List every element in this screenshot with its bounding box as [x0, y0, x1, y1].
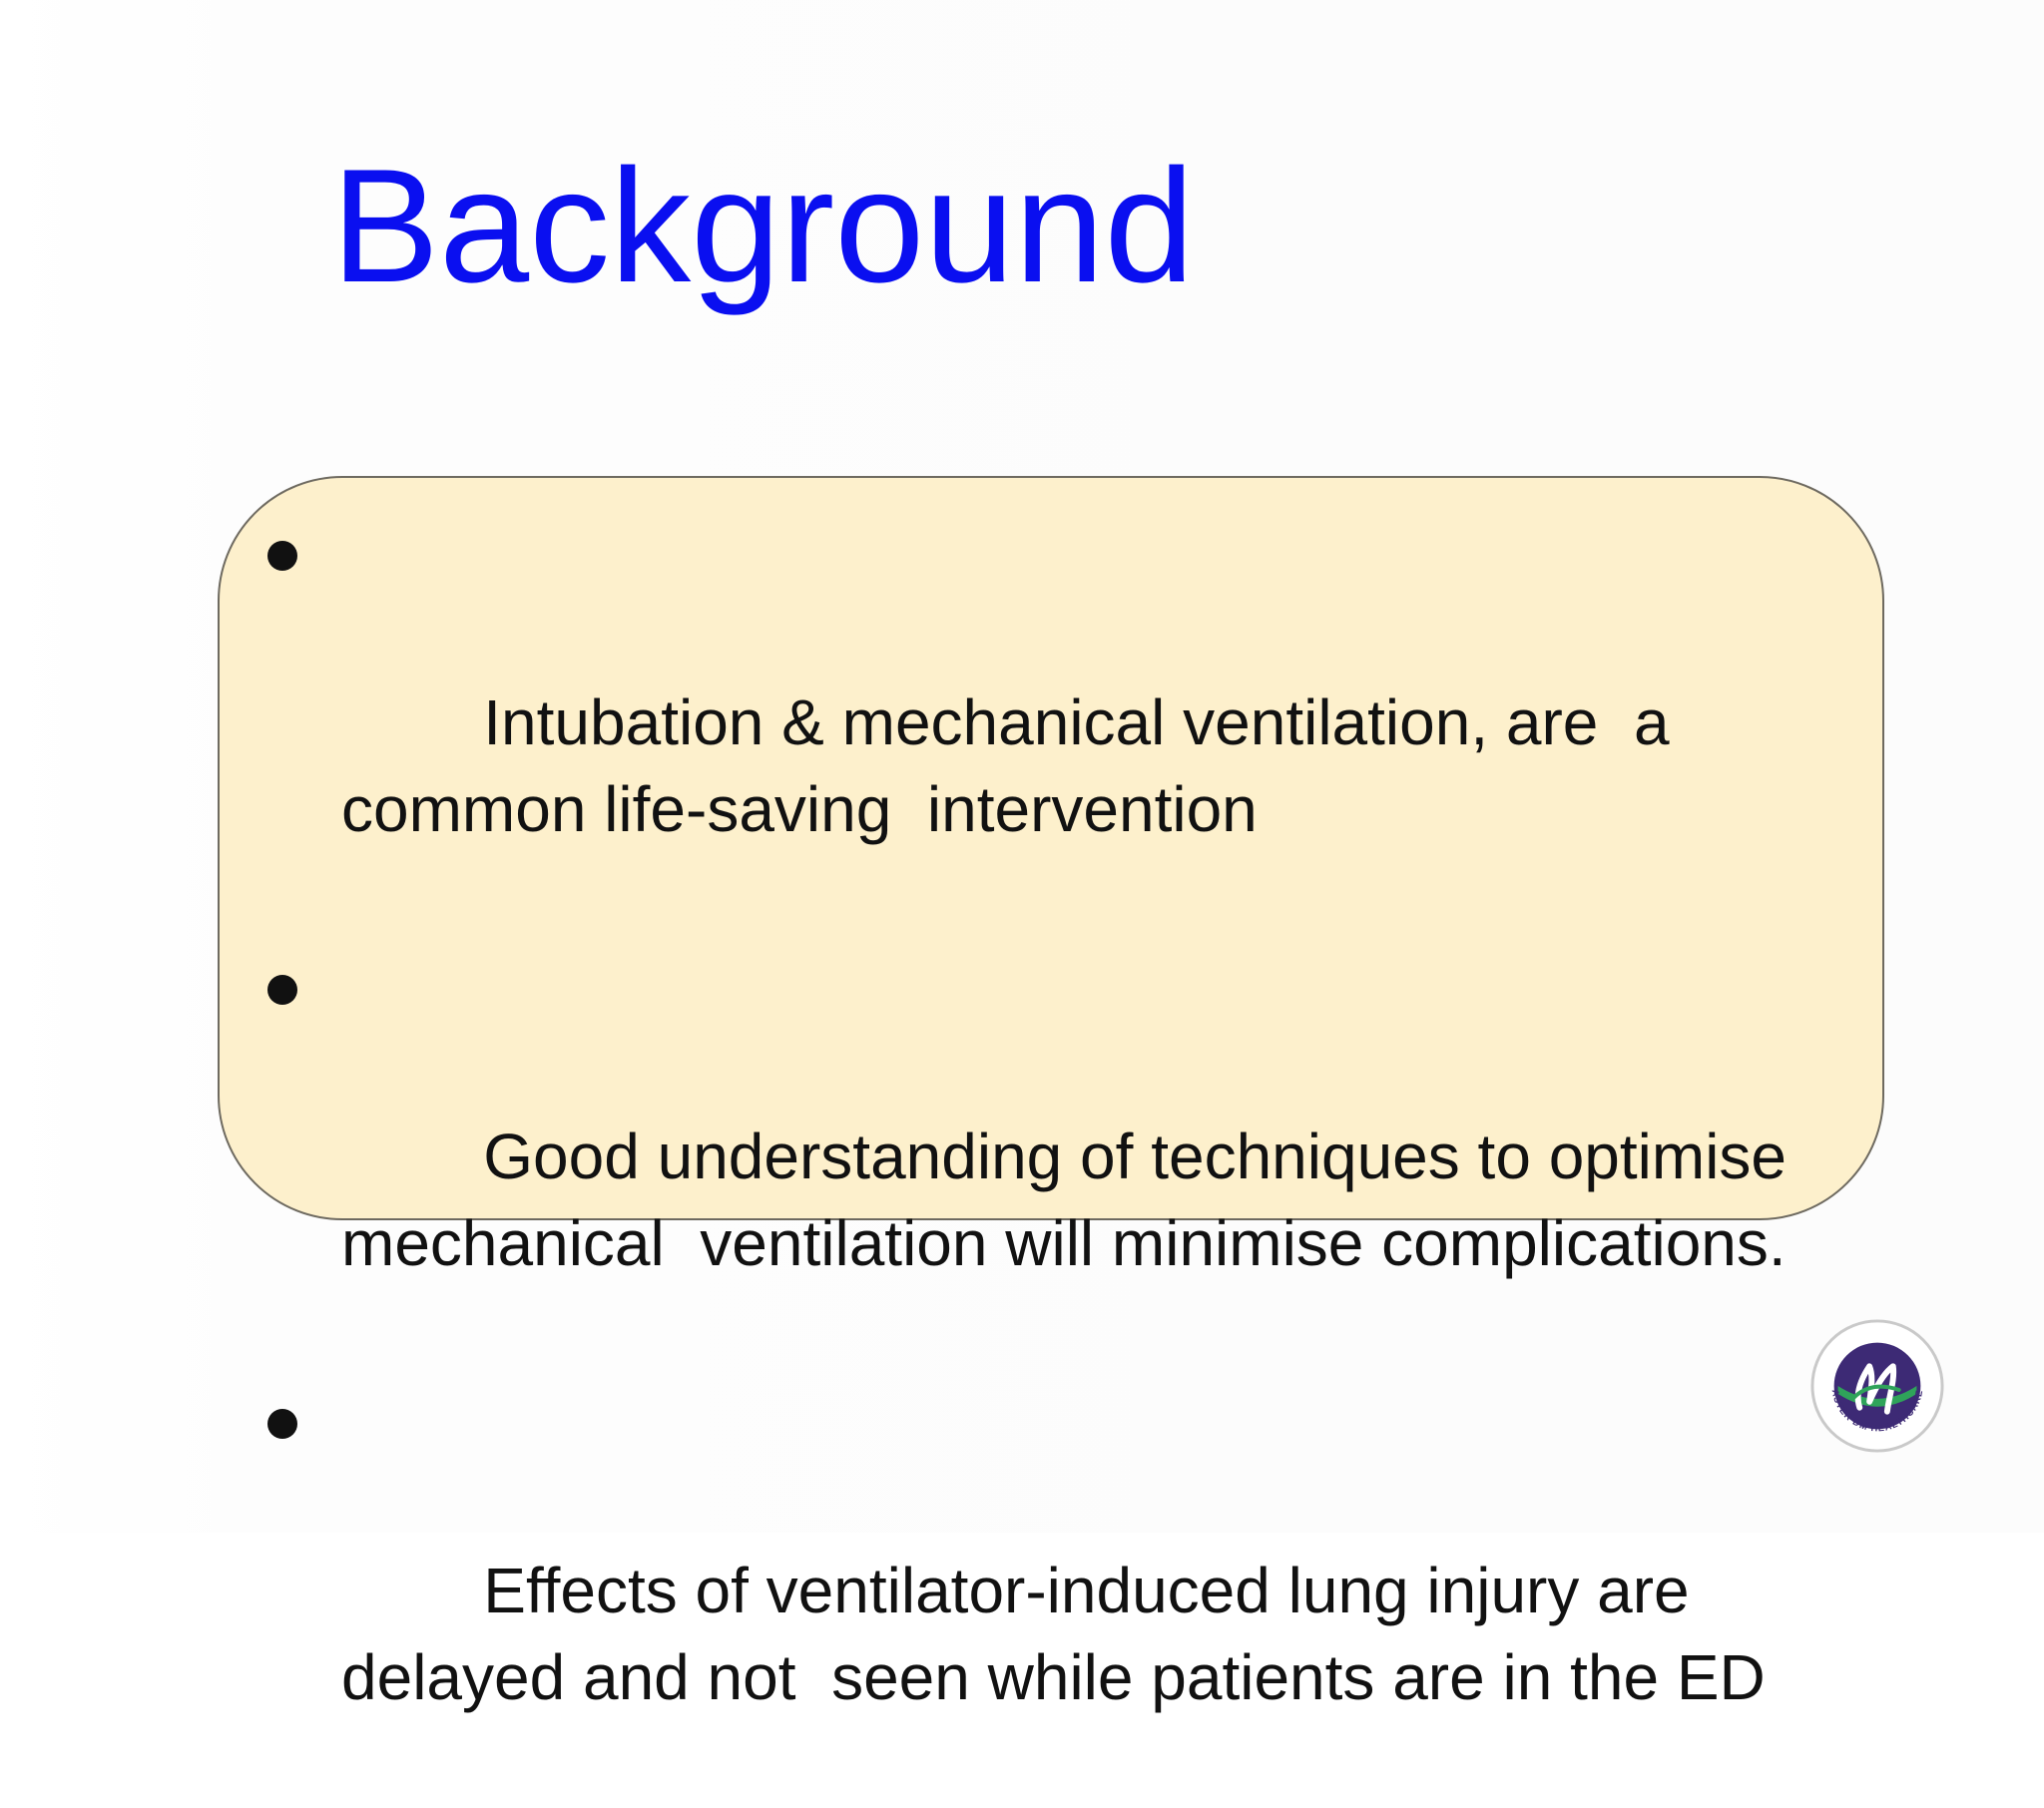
bullet-item [220, 1374, 1882, 1808]
bullet-item [220, 506, 1882, 940]
bullet-icon [267, 1409, 297, 1439]
aster-dm-healthcare-logo-icon [1808, 1317, 1946, 1455]
logo-text: ASTER DM HEALTHCARE [1829, 1388, 1925, 1434]
bullet-text: Effects of ventilator-induced lung injury are delayed and not seen while patients are in the ED [341, 1555, 1766, 1713]
bullet-icon [267, 975, 297, 1005]
bullet-item [220, 940, 1882, 1374]
bullet-icon [267, 541, 297, 571]
bullet-text: Good understanding of techniques to optimise mechanical ventilation will minimise complications. [341, 1121, 1804, 1279]
bullet-list [220, 478, 1882, 1808]
bullet-text: Intubation & mechanical ventilation, are a common life-saving intervention [341, 686, 1688, 845]
slide-title: Background [331, 136, 1195, 316]
